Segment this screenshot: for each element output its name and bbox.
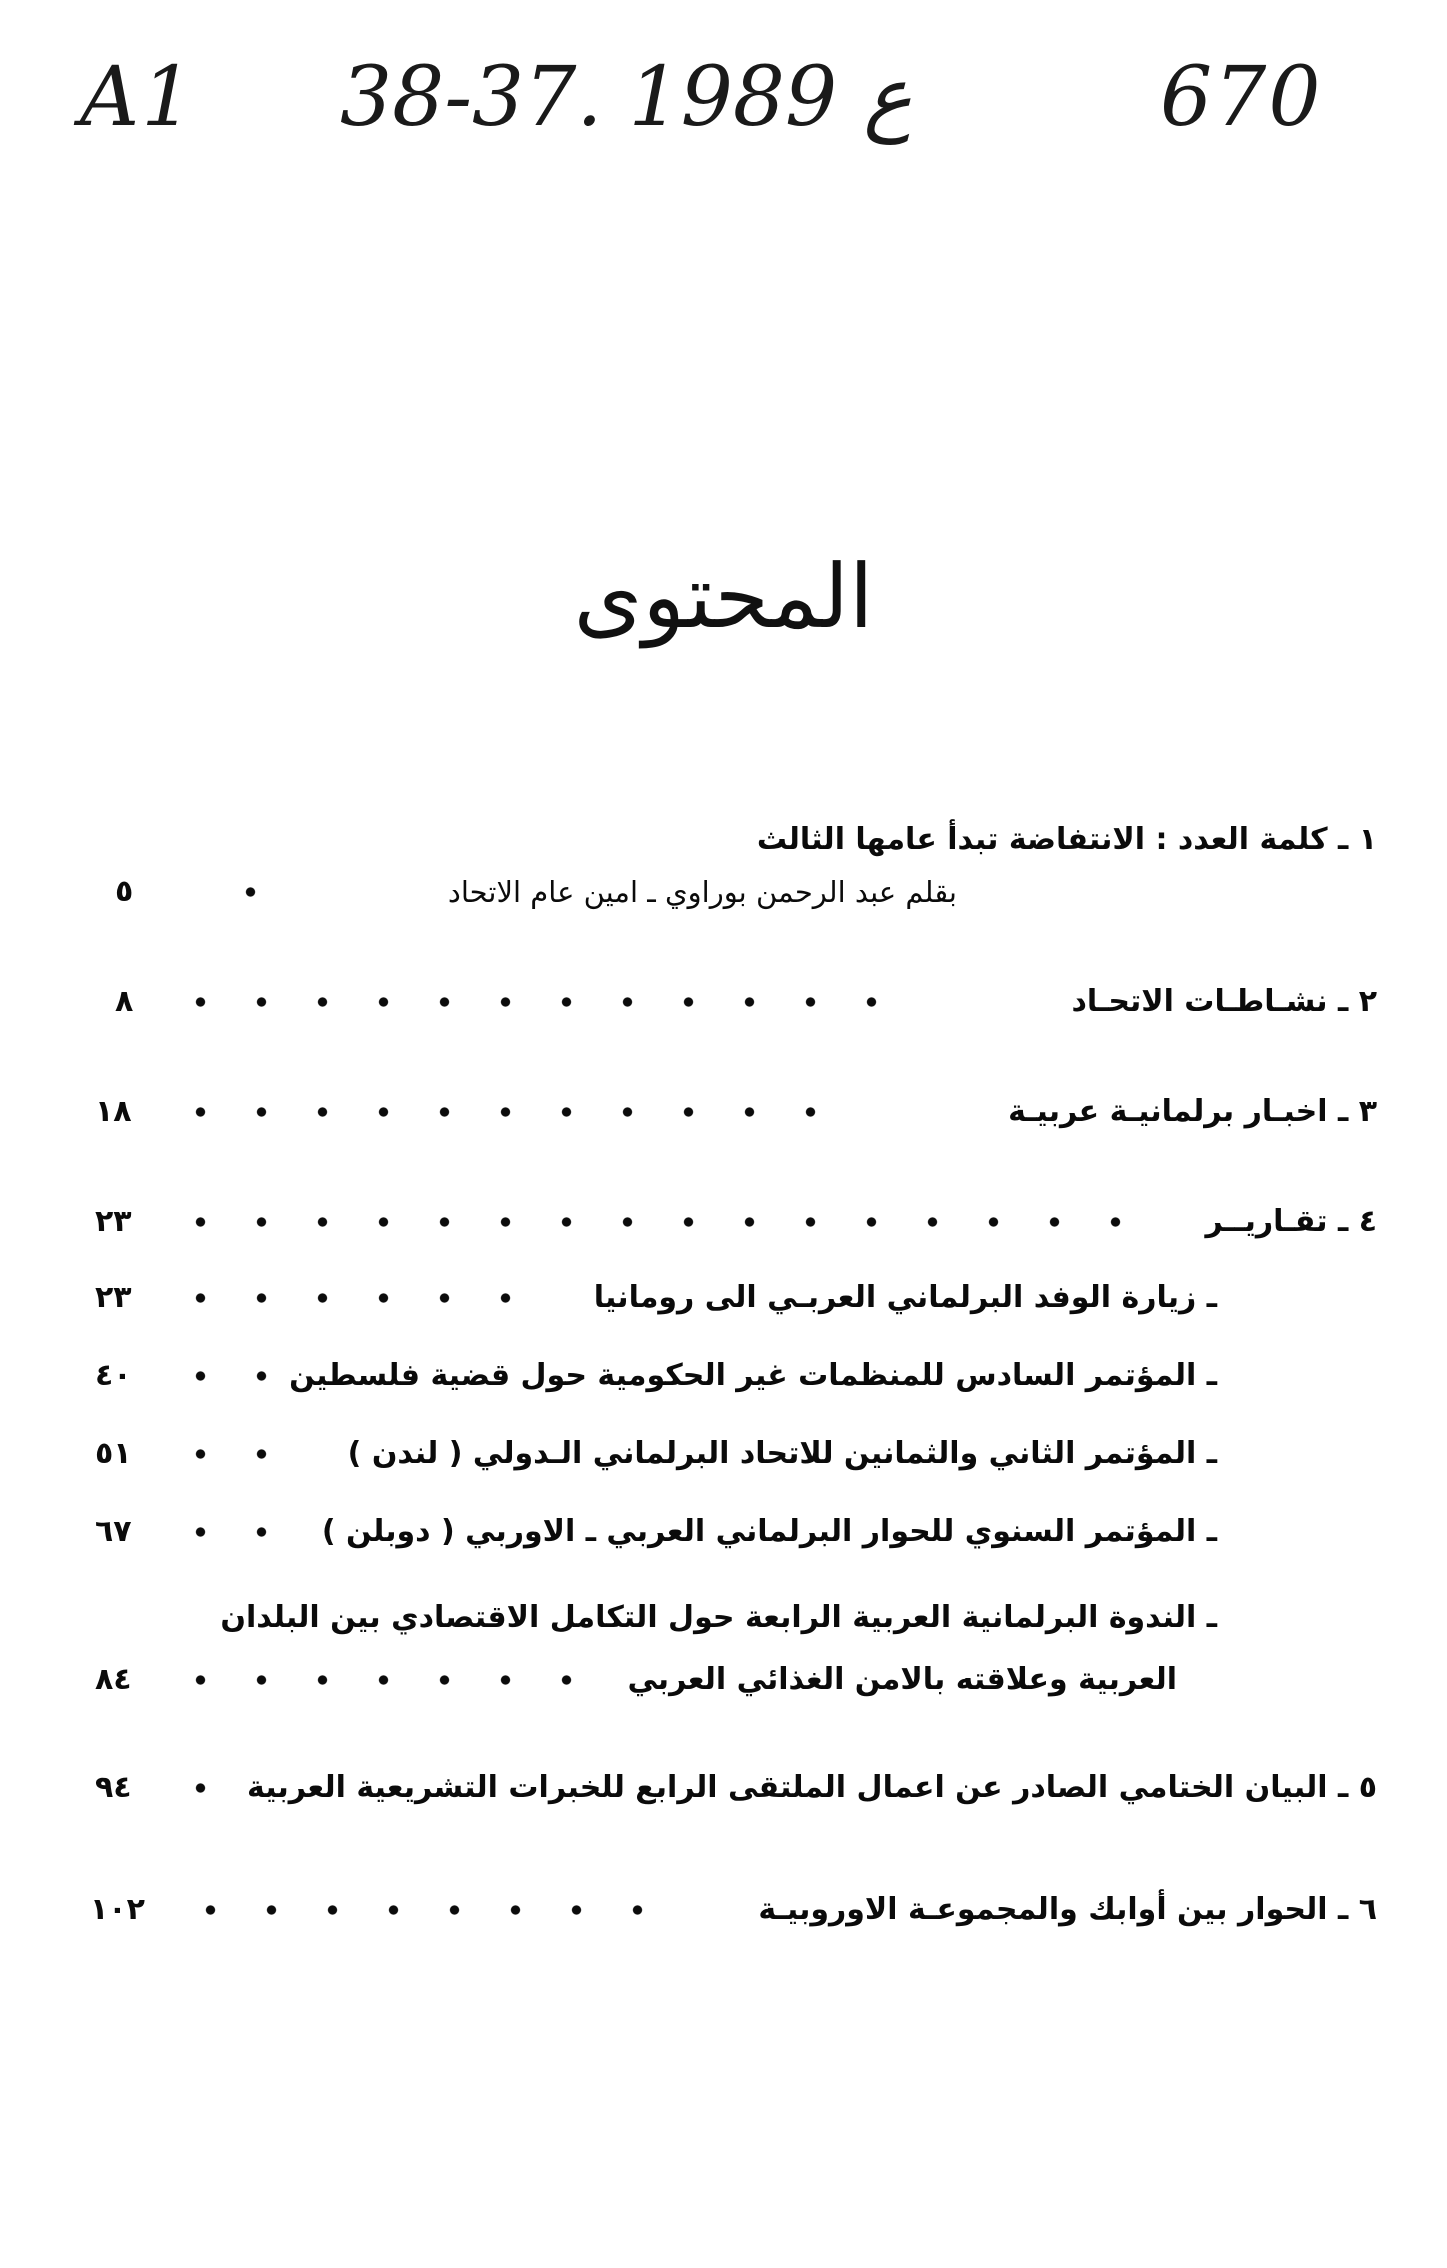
toc-item-3-label: ٣ ـ اخبـار برلمانيـة عربيـة	[1008, 1094, 1377, 1129]
toc-item-4-3-page: ٥١	[95, 1436, 132, 1471]
toc-item-2	[0, 972, 1447, 1032]
toc-item-1-page: ٥	[115, 874, 134, 909]
toc-item-4-label: ٤ ـ تقـاريــر	[1205, 1204, 1377, 1239]
toc-item-6	[0, 1880, 1447, 1940]
toc-item-4-3-label: ـ المؤتمر الثاني والثمانين للاتحاد البرلماني الـدولي ( لندن )	[347, 1436, 1217, 1471]
handwritten-ref-number: 670	[1160, 50, 1323, 145]
handwritten-ref-code: A1	[80, 50, 196, 145]
dot-leader	[170, 1286, 540, 1310]
toc-item-1-author: بقلم عبد الرحمن بوراوي ـ امين عام الاتحاد	[447, 875, 957, 909]
dot-leader	[170, 1668, 590, 1692]
toc-item-4-4	[0, 1502, 1447, 1562]
toc-item-4-1-label: ـ زيارة الوفد البرلماني العربـي الى رومانيا	[593, 1280, 1217, 1315]
toc-item-4-2-page: ٤٠	[95, 1358, 132, 1393]
dot-leader	[180, 1898, 680, 1922]
toc-item-4	[0, 1192, 1447, 1252]
toc-item-4-1	[0, 1268, 1447, 1328]
toc-item-2-label: ٢ ـ نشـاطـات الاتحـاد	[1071, 984, 1377, 1019]
dot-leader	[170, 1520, 280, 1544]
dot-leader	[220, 880, 260, 904]
page-title: المحتوى	[573, 545, 874, 648]
toc-item-1-label: ١ ـ كلمة العدد : الانتفاضة تبدأ عامها الثالث	[756, 822, 1377, 857]
dot-leader	[170, 990, 900, 1014]
toc-item-4-2	[0, 1346, 1447, 1406]
toc-item-5-label: ٥ ـ البيان الختامي الصادر عن اعمال الملتقى الرابع للخبرات التشريعية العربية	[247, 1770, 1377, 1805]
toc-item-5-page: ٩٤	[95, 1770, 132, 1805]
toc-item-2-page: ٨	[115, 984, 134, 1019]
toc-item-3	[0, 1082, 1447, 1142]
toc-item-4-3	[0, 1424, 1447, 1484]
toc-item-3-page: ١٨	[95, 1094, 132, 1129]
dot-leader	[170, 1100, 850, 1124]
toc-item-6-page: ١٠٢	[90, 1892, 145, 1927]
toc-item-4-4-label: ـ المؤتمر السنوي للحوار البرلماني العربي ـ الاوربي ( دوبلن )	[321, 1514, 1217, 1549]
toc-item-4-4-page: ٦٧	[95, 1514, 132, 1549]
toc-item-4-5-label-line1: ـ الندوة البرلمانية العربية الرابعة حول التكامل الاقتصادي بين البلدان	[220, 1600, 1217, 1635]
toc-item-6-label: ٦ ـ الحوار بين أوابك والمجموعـة الاوروبيـة	[758, 1892, 1377, 1927]
handwritten-ref-detail: 38-37. ع 1989	[340, 50, 913, 145]
toc-item-4-1-page: ٢٣	[95, 1280, 132, 1315]
toc-item-4-page: ٢٣	[95, 1204, 132, 1239]
toc-item-4-5-page: ٨٤	[95, 1662, 132, 1697]
dot-leader	[170, 1442, 280, 1466]
toc-item-1-sub	[0, 862, 1447, 922]
dot-leader	[170, 1776, 210, 1800]
toc-item-4-5-label-line2: العربية وعلاقته بالامن الغذائي العربي	[627, 1662, 1177, 1697]
toc-item-4-5	[0, 1588, 1447, 1648]
dot-leader	[170, 1210, 1150, 1234]
toc-item-4-5-cont	[0, 1650, 1447, 1710]
toc-item-4-2-label: ـ المؤتمر السادس للمنظمات غير الحكومية حول قضية فلسطين	[289, 1358, 1217, 1393]
toc-item-1	[0, 810, 1447, 870]
toc-item-5	[0, 1758, 1447, 1818]
dot-leader	[170, 1364, 280, 1388]
